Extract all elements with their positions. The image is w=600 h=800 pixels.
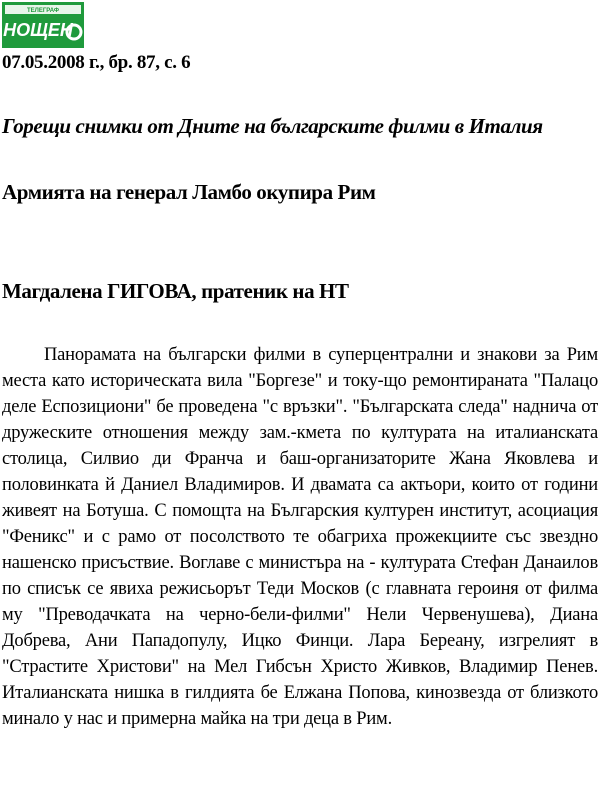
issue-info: 07.05.2008 г., бр. 87, с. 6: [2, 52, 191, 73]
article-subtitle: Горещи снимки от Дните на българските филми в Италия: [2, 114, 543, 138]
article-byline: Магдалена ГИГОВА, пратеник на НТ: [2, 279, 349, 303]
newspaper-logo: [2, 2, 84, 48]
article-body: Панорамата на български филми в суперцентрални и знакови за Рим места като историческата вила "Боргезе" и току-що ремонтираната "Палацо деле Еспозициони" бе проведена "с връзки". "Българската следа" надничa от дружеските отношения между зам.-кмета по културата на италианската столица, Силвио ди Франча и баш-организаторите Жана Яковлева и половинката й Даниел Владимиров. И двамата са актьори, които от години живеят на Ботуша. С помощта на Българския културен институт, асоциация "Феникс" и с рамо от посолството те обагриха прожекциите със звездно нашенско присъствие. Воглаве с министъра на - културата Стефан Данаилов по списък се явиха режисьорът Теди Москов (с главната героиня от филма му "Преводачката на черно-бели-филми" Нели Червенушева), Диана Добрева, Ани Пападопулу, Ицко Финци. Лара Береану, изгрелият в "Страстите Христови" на Мел Гибсън Христо Живков, Владимир Пенев. Италианската нишка в гилдията бе Елжана Попова, кинозвезда от близкото минало у нас и примерна майка на три деца в Рим.: [2, 345, 598, 729]
logo-image: [2, 2, 84, 48]
logo-text: НОЩЕН: [3, 20, 73, 40]
logo-small-text: ТЕЛЕГРАФ: [26, 8, 60, 14]
article-headline: Армията на генерал Ламбо окупира Рим: [2, 180, 376, 204]
